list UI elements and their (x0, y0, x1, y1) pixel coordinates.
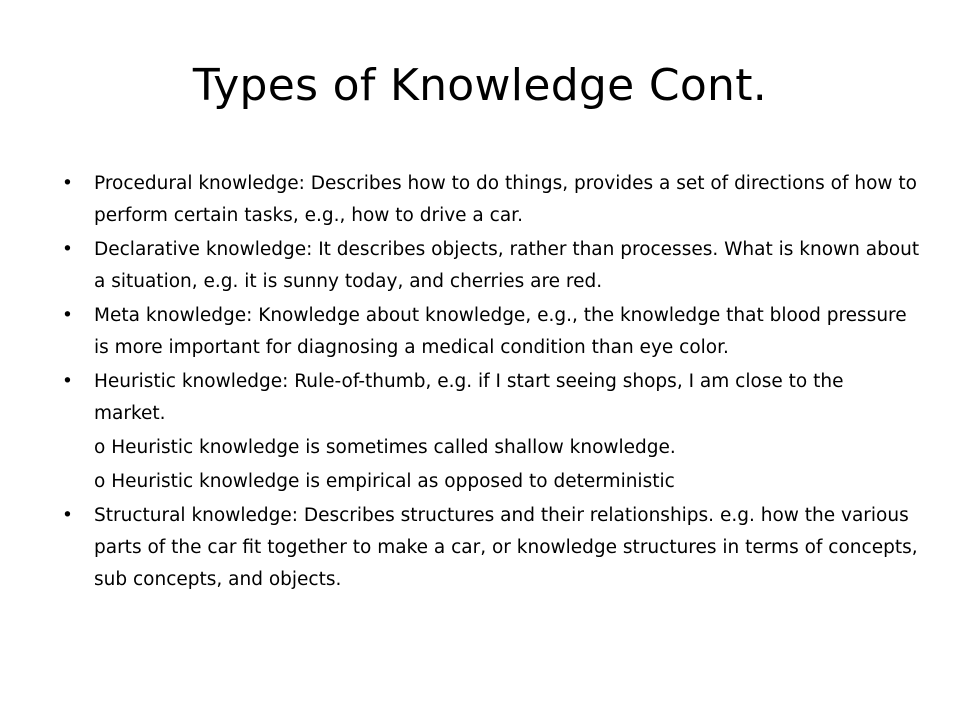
bullet-text: Meta knowledge: Knowledge about knowledge, e.g., the knowledge that blood pressure is more important for diagnosing a medical condition than eye color. (94, 305, 907, 358)
sub-item-heuristic-shallow: o Heuristic knowledge is sometimes called shallow knowledge. (94, 437, 676, 458)
bullet-item-procedural (60, 168, 920, 232)
bullet-icon: • (62, 505, 73, 526)
bullet-item-meta (60, 300, 920, 364)
bullet-text: Declarative knowledge: It describes objects, rather than processes. What is known about a situation, e.g. it is sunny today, and cherries are red. (94, 239, 920, 292)
bullet-icon: • (62, 173, 73, 194)
bullet-text: Procedural knowledge: Describes how to do things, provides a set of directions of how to perform certain tasks, e.g., how to drive a car. (94, 173, 917, 226)
bullet-icon: • (62, 305, 73, 326)
bullet-item-structural (60, 500, 920, 596)
bullet-text: Heuristic knowledge: Rule-of-thumb, e.g. if I start seeing shops, I am close to the market. (94, 371, 844, 424)
bullet-item-heuristic (60, 366, 920, 430)
bullet-text: Structural knowledge: Describes structures and their relationships. e.g. how the various parts of the car fit together to make a car, or knowledge structures in terms of concepts, sub concepts, and objects. (94, 505, 918, 590)
bullet-icon: • (62, 239, 73, 260)
bullet-item-declarative (60, 234, 920, 298)
bullet-list (60, 168, 920, 598)
sub-item-heuristic-empirical: o Heuristic knowledge is empirical as opposed to deterministic (94, 471, 675, 492)
bullet-icon: • (62, 371, 73, 392)
slide-title: Types of Knowledge Cont. (192, 60, 768, 111)
